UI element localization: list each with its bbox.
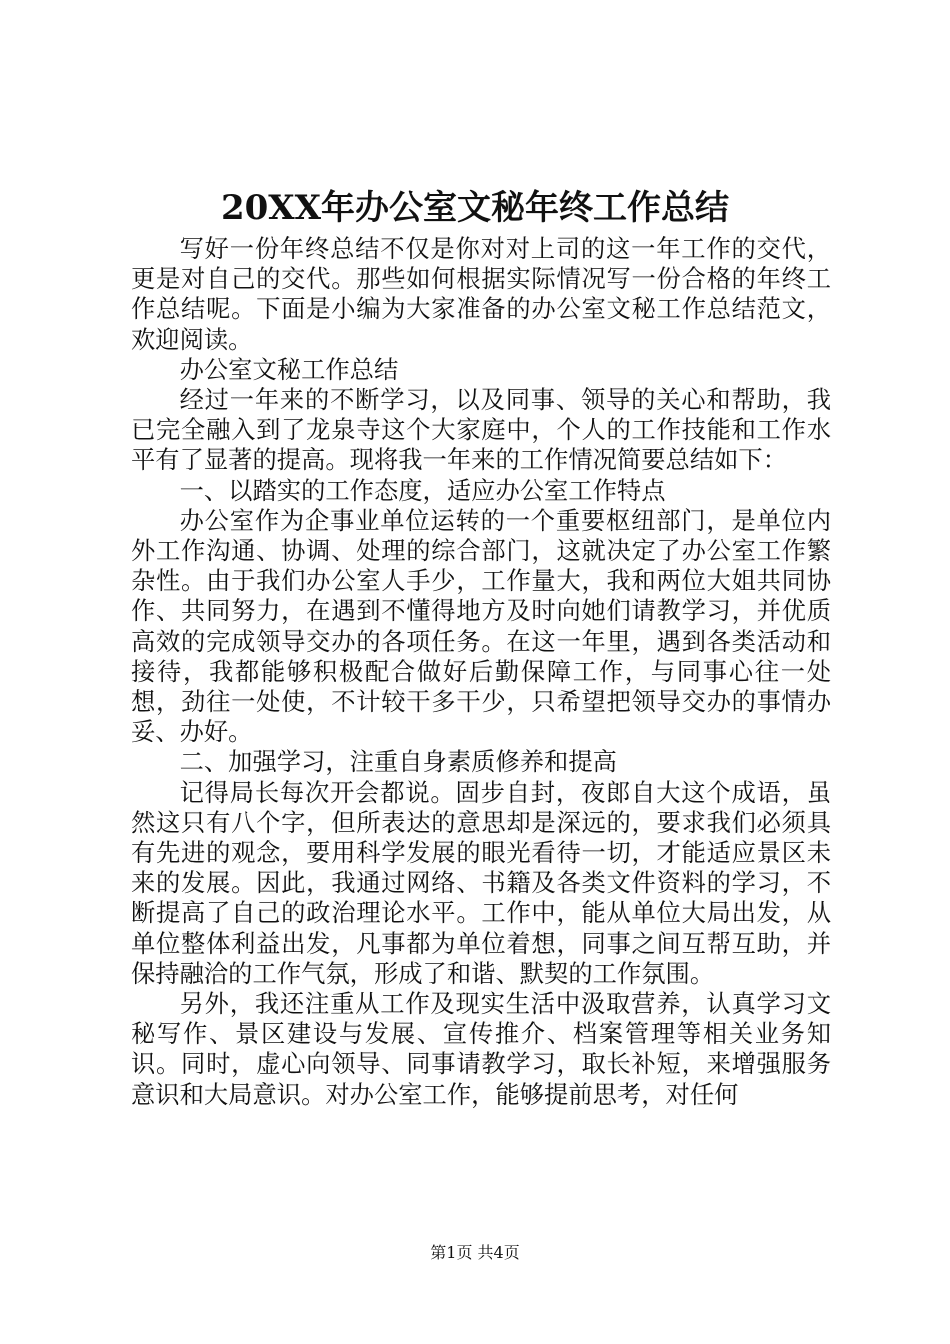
paragraph-intro: 写好一份年终总结不仅是你对对上司的这一年工作的交代，更是对自己的交代。那些如何根据实际情况写一份合格的年终工作总结呢。下面是小编为大家准备的办公室文秘工作总结范文，欢迎阅读。 bbox=[131, 234, 831, 354]
paragraph-section-2: 记得局长每次开会都说。固步自封，夜郎自大这个成语，虽然这只有八个字，但所表达的意思却是深远的，要求我们必须具有先进的观念，要用科学发展的眼光看待一切，才能适应景区未来的发展。因此，我通过网络、书籍及各类文件资料的学习，不断提高了自己的政治理论水平。工作中，能从单位大局出发，从单位整体利益出发，凡事都为单位着想，同事之间互帮互助，并保持融洽的工作气氛，形成了和谐、默契的工作氛围。 bbox=[131, 777, 831, 988]
document-body bbox=[131, 234, 831, 1110]
section-heading-2: 二、加强学习，注重自身素质修养和提高 bbox=[179, 747, 617, 777]
document-title: 20XX年办公室文秘年终工作总结 bbox=[220, 188, 730, 228]
page-footer: 第1页 共4页 bbox=[430, 1243, 520, 1262]
paragraph-additional: 另外，我还注重从工作及现实生活中汲取营养，认真学习文秘写作、景区建设与发展、宣传推介、档案管理等相关业务知识。同时，虚心向领导、同事请教学习，取长补短，来增强服务意识和大局意识。对办公室工作，能够提前思考，对任何 bbox=[131, 989, 831, 1109]
section-heading-1: 一、以踏实的工作态度，适应办公室工作特点 bbox=[179, 475, 666, 505]
paragraph-overview: 经过一年来的不断学习，以及同事、领导的关心和帮助，我已完全融入到了龙泉寺这个大家庭中，个人的工作技能和工作水平有了显著的提高。现将我一年来的工作情况简要总结如下： bbox=[131, 385, 831, 475]
paragraph-section-1: 办公室作为企事业单位运转的一个重要枢纽部门，是单位内外工作沟通、协调、处理的综合部门，这就决定了办公室工作繁杂性。由于我们办公室人手少，工作量大，我和两位大姐共同协作、共同努力，在遇到不懂得地方及时向她们请教学习，并优质高效的完成领导交办的各项任务。在这一年里，遇到各类活动和接待，我都能够积极配合做好后勤保障工作，与同事心往一处想，劲往一处使，不计较干多干少，只希望把领导交办的事情办妥、办好。 bbox=[131, 505, 831, 747]
paragraph-subtitle: 办公室文秘工作总结 bbox=[179, 354, 399, 384]
